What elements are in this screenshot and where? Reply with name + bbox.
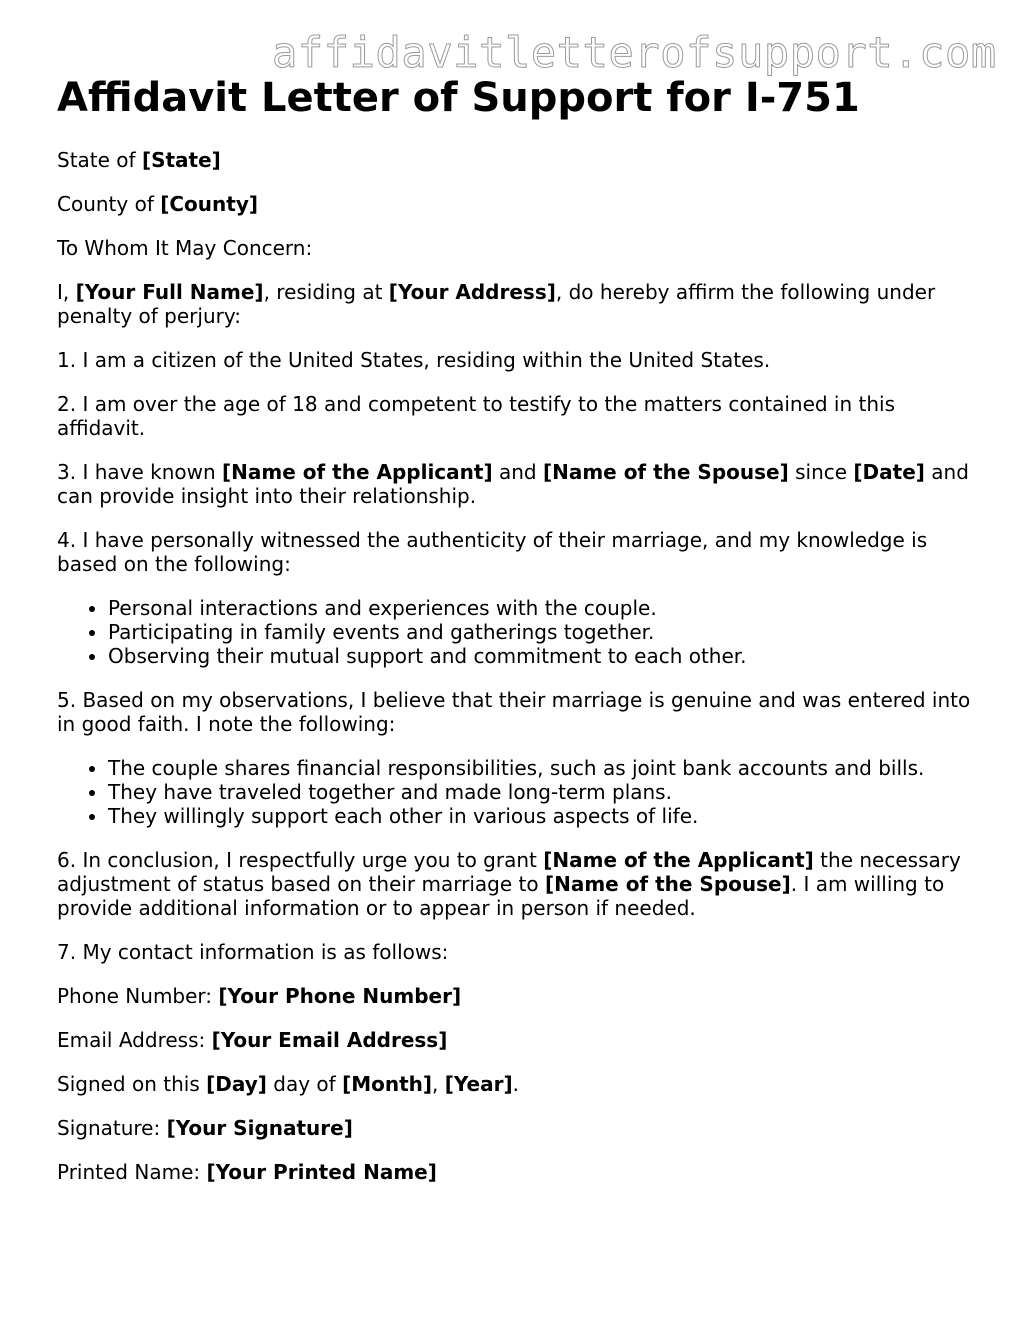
email-placeholder: [Your Email Address] <box>211 1028 448 1052</box>
county-line <box>57 192 987 216</box>
intro-text: I, <box>57 280 76 304</box>
printed-name-placeholder: [Your Printed Name] <box>206 1160 437 1184</box>
item-1: 1. I am a citizen of the United States, residing within the United States. <box>57 348 771 372</box>
list-item: • Observing their mutual support and commitment to each other. <box>108 644 987 668</box>
county-placeholder: [County] <box>160 192 259 216</box>
email-line <box>57 1028 987 1052</box>
signed-line <box>57 1072 987 1096</box>
applicant-placeholder: [Name of the Applicant] <box>543 848 814 872</box>
county-label: County of <box>57 192 161 216</box>
item-5-list <box>57 756 987 828</box>
state-line <box>57 148 987 172</box>
date-placeholder: [Date] <box>853 460 925 484</box>
list-item: • They have traveled together and made long-term plans. <box>108 780 987 804</box>
intro-text: , do hereby affirm the following under penalty of perjury: <box>57 280 936 328</box>
email-label: Email Address: <box>57 1028 212 1052</box>
intro-paragraph <box>57 280 987 328</box>
item-3-text: and <box>492 460 543 484</box>
signed-text: , <box>432 1072 445 1096</box>
item-6-text: 6. In conclusion, I respectfully urge you to grant <box>57 848 544 872</box>
printed-name-label: Printed Name: <box>57 1160 207 1184</box>
watermark: affidavitletterofsupport.com <box>272 28 997 77</box>
spouse-placeholder: [Name of the Spouse] <box>544 872 791 896</box>
list-item: • The couple shares financial responsibilities, such as joint bank accounts and bills. <box>108 756 987 780</box>
list-item: • Personal interactions and experiences with the couple. <box>108 596 987 620</box>
item-3 <box>57 460 987 508</box>
month-placeholder: [Month] <box>342 1072 433 1096</box>
salutation: To Whom It May Concern: <box>57 236 313 260</box>
signature-label: Signature: <box>57 1116 167 1140</box>
item-4: 4. I have personally witnessed the authenticity of their marriage, and my knowledge is based on the following: <box>57 528 928 576</box>
year-placeholder: [Year] <box>444 1072 513 1096</box>
item-6-text: the necessary adjustment of status based on their marriage to <box>57 848 961 896</box>
signed-text: Signed on this <box>57 1072 207 1096</box>
letter-body <box>57 148 987 1204</box>
page-title: Affidavit Letter of Support for I-751 <box>57 75 860 121</box>
day-placeholder: [Day] <box>206 1072 267 1096</box>
list-item: • Participating in family events and gatherings together. <box>108 620 987 644</box>
applicant-placeholder: [Name of the Applicant] <box>222 460 493 484</box>
signature-placeholder: [Your Signature] <box>166 1116 353 1140</box>
intro-text: , residing at <box>263 280 389 304</box>
signed-text: day of <box>266 1072 343 1096</box>
item-2: 2. I am over the age of 18 and competent to testify to the matters contained in this affidavit. <box>57 392 896 440</box>
item-3-text: and can provide insight into their relationship. <box>57 460 969 508</box>
spouse-placeholder: [Name of the Spouse] <box>542 460 789 484</box>
state-placeholder: [State] <box>141 148 221 172</box>
item-3-text: 3. I have known <box>57 460 223 484</box>
phone-label: Phone Number: <box>57 984 219 1008</box>
item-7: 7. My contact information is as follows: <box>57 940 449 964</box>
signature-line <box>57 1116 987 1140</box>
phone-line <box>57 984 987 1008</box>
signed-text: . <box>512 1072 519 1096</box>
state-label: State of <box>57 148 142 172</box>
item-6-text: . I am willing to provide additional information or to appear in person if needed. <box>57 872 945 920</box>
item-5: 5. Based on my observations, I believe that their marriage is genuine and was entered into in good faith. I note the following: <box>57 688 971 736</box>
full-name-placeholder: [Your Full Name] <box>75 280 264 304</box>
printed-name-line <box>57 1160 987 1184</box>
address-placeholder: [Your Address] <box>388 280 556 304</box>
item-3-text: since <box>788 460 854 484</box>
item-6 <box>57 848 987 920</box>
list-item: • They willingly support each other in various aspects of life. <box>108 804 987 828</box>
item-4-list <box>57 596 987 668</box>
phone-placeholder: [Your Phone Number] <box>218 984 462 1008</box>
